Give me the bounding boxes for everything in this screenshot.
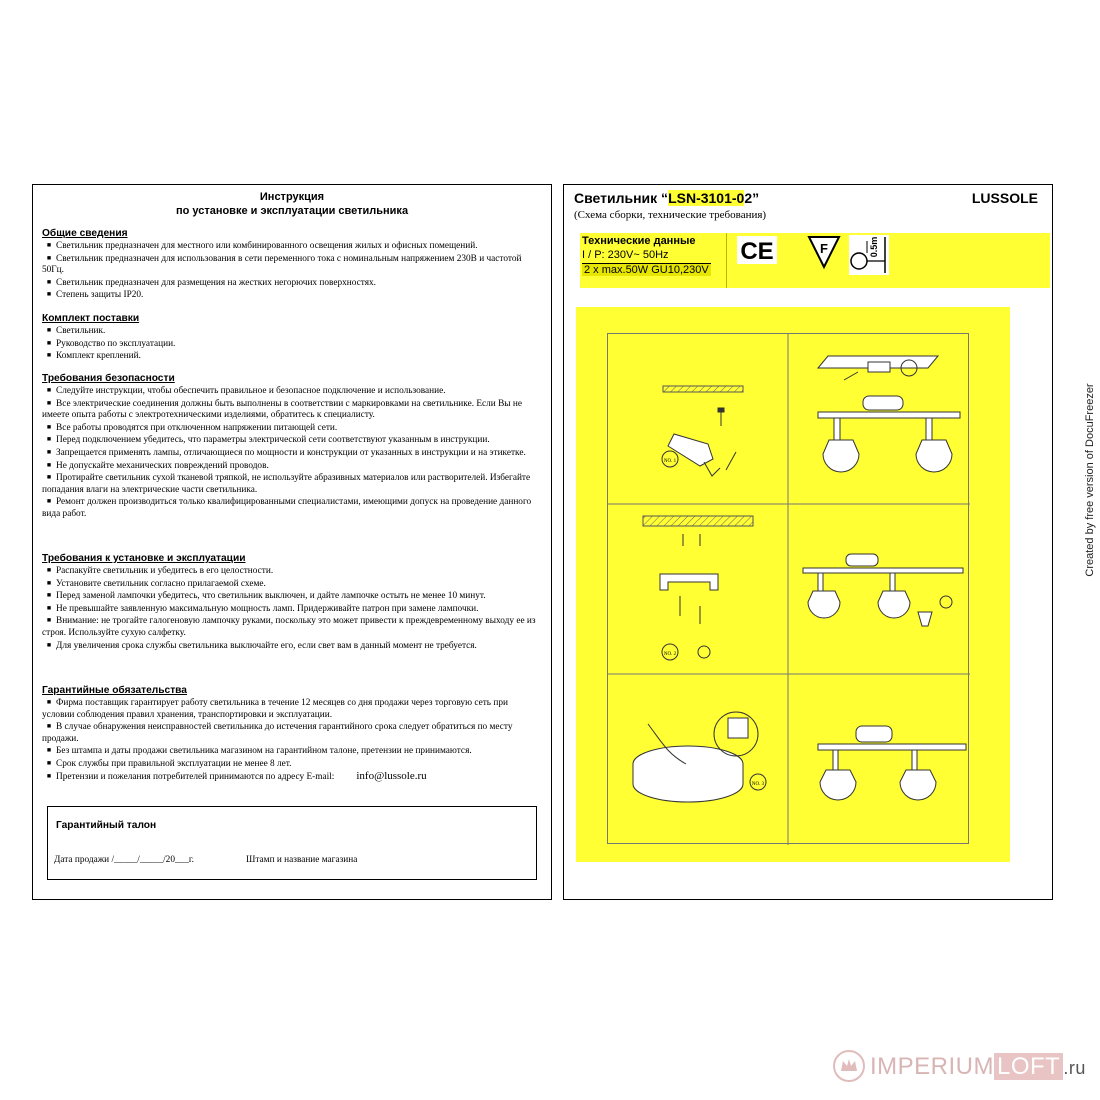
spec-lamps: 2 x max.50W GU10,230V (584, 264, 709, 276)
list-item: ■ Запрещается применять лампы, отличающиеся по мощности и конструкции от указанных в инструкции и на этикетке. (46, 447, 526, 458)
f-mark-icon (809, 237, 839, 267)
spec-input: I / P: 230V~ 50Hz (582, 249, 669, 261)
section-heading: Гарантийные обязательства (42, 685, 187, 696)
list-item: ■ Ремонт должен производиться только квалифицированными специалистами, имеющими допуск на проведение данного вида работ. (42, 497, 532, 519)
list-item: ■ Руководство по эксплуатации. (46, 338, 176, 349)
imperiumloft-watermark (830, 1047, 1090, 1087)
list-item: ■ Без штампа и даты продажи светильника магазином на гарантийном талоне, претензии не принимаются. (46, 746, 472, 757)
list-item: ■ Светильник предназначен для использования в сети переменного тока с номинальным напряжением 230В и частотой 50Гц. (42, 253, 522, 276)
section-safety (42, 373, 542, 521)
product-title: Светильник “LSN-3101-02” (574, 190, 760, 206)
list-item: ■ Претензии и пожелания потребителей принимаются по адресу E-mail: info@lussole.ru (46, 769, 427, 782)
spec-box (580, 233, 1050, 288)
section-heading: Общие сведения (42, 228, 128, 239)
doc-title-line2: по установке и эксплуатации светильника (175, 205, 409, 217)
crown-logo-icon (832, 1049, 866, 1083)
doc-title-line1: Инструкция (259, 191, 325, 203)
section-heading: Требования безопасности (42, 373, 175, 384)
section-package (42, 313, 542, 363)
distance-icon (849, 235, 889, 275)
certification-icons (726, 233, 917, 288)
list-item: ■ Комплект креплений. (46, 351, 141, 362)
docufreezer-credit: Created by free version of DocuFreezer (1084, 383, 1096, 577)
model-number: LSN-3101-0 (668, 190, 745, 206)
spec-heading: Технические данные (582, 235, 696, 247)
section-heading: Комплект поставки (42, 313, 140, 324)
list-item: ■ Светильник предназначен для размещения на жестких негорючих поверхностях. (46, 277, 376, 288)
section-installation (42, 553, 542, 652)
step2-bracket-illustration (643, 516, 753, 660)
email-link[interactable]: info@lussole.ru (356, 769, 427, 782)
section-heading: Требования к установке и эксплуатации (42, 553, 246, 564)
list-item: ■ Установите светильник согласно прилагаемой схеме. (46, 578, 266, 589)
list-item: ■ Распакуйте светильник и убедитесь в его целостности. (46, 566, 274, 576)
list-item: ■ Светильник предназначен для местного или комбинированного освещения жилых и офисных помещений. (46, 241, 478, 251)
section-general (42, 228, 542, 302)
list-item: ■ Срок службы при правильной эксплуатации не менее 8 лет. (46, 758, 292, 769)
list-item: ■ Степень защиты IP20. (46, 290, 144, 301)
assembly-diagram (607, 333, 969, 844)
stamp-field: Штамп и название магазина (246, 855, 358, 865)
step3-wiring-illustration (633, 712, 766, 802)
list-item: ■ Внимание: не трогайте галогеновую лампочку руками, поскольку это может привести к преждевременному выходу ее из строя. Используйте сухую салфетку. (42, 616, 536, 638)
list-item: ■ Перед заменой лампочки убедитесь, что светильник выключен, и дайте лампочке остыть не менее 10 минут. (46, 591, 486, 602)
list-item: ■ В случае обнаружения неисправностей светильника до истечения гарантийного срока следует обратиться по месту продажи. (42, 722, 513, 744)
step1-fixture-illustration (818, 356, 960, 472)
warranty-card (47, 806, 537, 880)
section-warranty (42, 685, 542, 783)
sale-date-field: Дата продажи /_____/_____/20___г. (54, 855, 195, 865)
list-item: ■ Перед подключением убедитесь, что параметры электрической сети соответствуют указанным в инструкции. (46, 435, 490, 446)
list-item: ■ Все электрические соединения должны быть выполнены в соответствии с маркировками на светильнике. Если Вы не имеете опыта работы с электротехническими изделиями, обратитесь к специалисту. (42, 398, 522, 421)
step2-fixture-illustration (803, 554, 963, 626)
step3-fixture-illustration (818, 726, 966, 800)
ce-label: CE (740, 238, 774, 265)
list-item: ■ Следуйте инструкции, чтобы обеспечить правильное и безопасное подключение и использование. (46, 386, 446, 396)
list-item: ■ Светильник. (46, 326, 106, 336)
step1-label: NO. 1 (663, 459, 677, 464)
brand-name: LUSSOLE (971, 190, 1038, 206)
instruction-page (32, 184, 552, 900)
ce-mark-icon (737, 236, 777, 265)
step3-label: NO. 3 (751, 782, 765, 787)
distance-label: 0.5m (869, 236, 879, 258)
list-item: ■ Все работы проводятся при отключенном напряжении питающей сети. (46, 422, 338, 433)
list-item: ■ Фирма поставщик гарантирует работу светильника в течение 12 месяцев со дня продажи через торговую сеть при условии соблюдения правил хранения, транспортировки и эксплуатации. (42, 698, 508, 720)
watermark-text: IMPERIUM LOFT .ru (870, 1053, 1086, 1080)
f-label: F (820, 241, 828, 256)
warranty-card-title: Гарантийный талон (56, 820, 157, 831)
step2-label: NO. 2 (663, 652, 677, 657)
list-item: ■ Не превышайте заявленную максимальную мощность ламп. Придерживайте патрон при замене лампочки. (46, 603, 479, 614)
list-item: ■ Для увеличения срока службы светильника выключайте его, если свет вам в данный момент не требуется. (46, 640, 477, 651)
page-subtitle: (Схема сборки, технические требования) (574, 209, 767, 221)
list-item: ■ Протирайте светильник сухой тканевой тряпкой, не используйте абразивных материалов или растворителей. Избегайте попадания влаги на электрические части светильника. (42, 473, 531, 495)
list-item: ■ Не допускайте механических повреждений проводов. (46, 460, 269, 471)
